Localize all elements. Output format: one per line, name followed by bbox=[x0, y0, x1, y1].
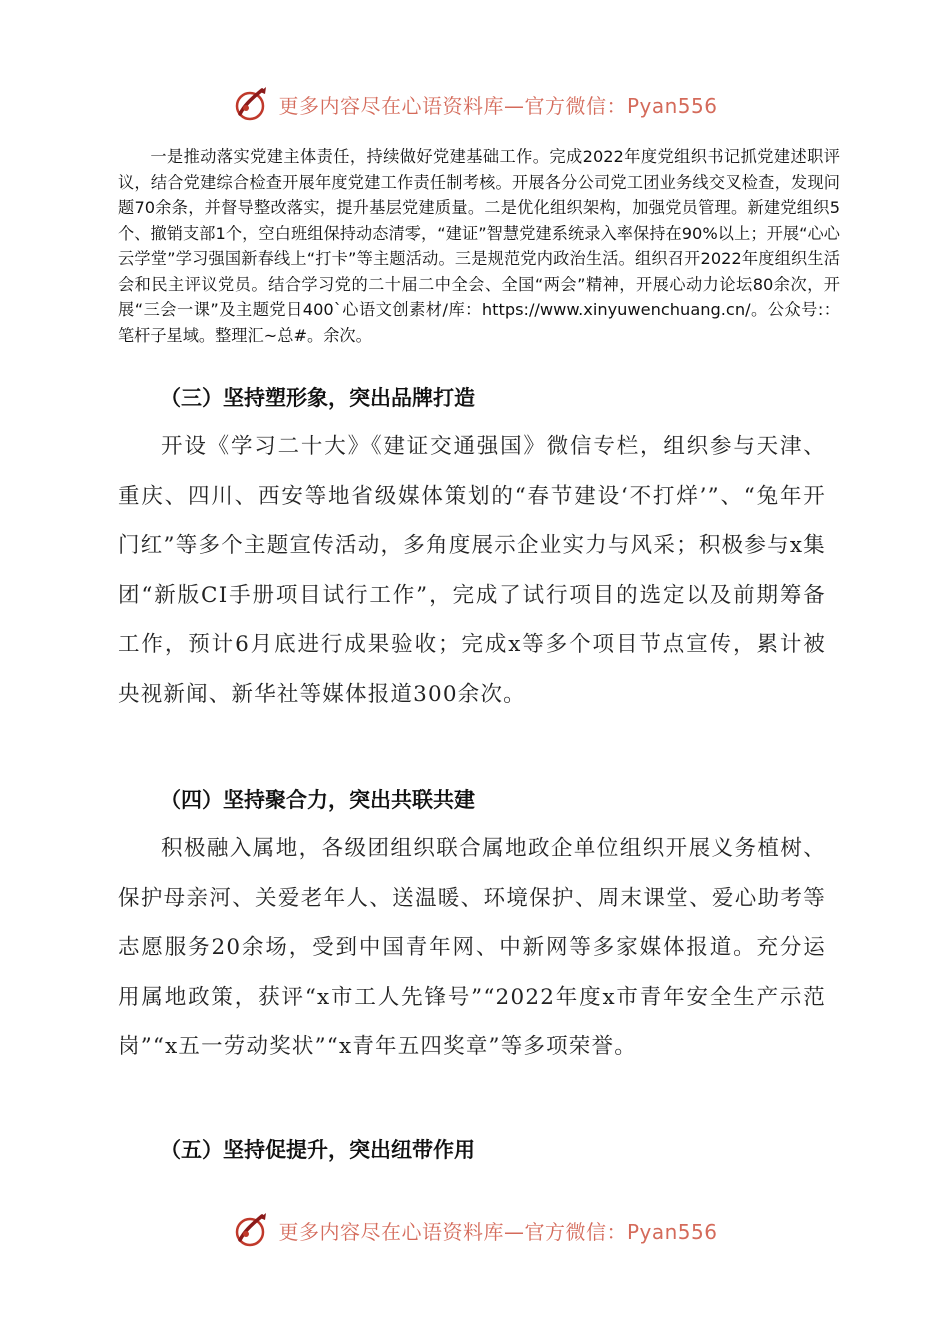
header-banner[interactable] bbox=[0, 84, 950, 124]
banner-text: 更多内容尽在心语资料库—官方微信：Pyan556 bbox=[278, 1219, 718, 1244]
section-heading-5: （五）坚持促提升，突出纽带作用 bbox=[160, 1137, 475, 1162]
section-paragraph-4: 积极融入属地，各级团组织联合属地政企单位组织开展义务植树、保护母亲河、关爱老年人、送温暖、环境保护、周末课堂、爱心助考等志愿服务20余场，受到中国青年网、中新网等多家媒体报道。充分运用属地政策，获评“x市工人先锋号”“2022年度x市青年安全生产示范岗”“x五一劳动奖状”“x青年五四奖章”等多项荣誉。 bbox=[118, 836, 826, 1059]
section-heading-4: （四）坚持聚合力，突出共联共建 bbox=[160, 787, 475, 812]
section-paragraph-3: 开设《学习二十大》《建证交通强国》微信专栏，组织参与天津、重庆、四川、西安等地省级媒体策划的“春节建设‘不打烊’”、“兔年开门红”等多个主题宣传活动，多角度展示企业实力与风采；积极参与x集团“新版CI手册项目试行工作”，完成了试行项目的选定以及前期筹备工作，预计6月底进行成果验收；完成x等多个项目节点宣传，累计被央视新闻、新华社等媒体报道300余次。 bbox=[118, 434, 826, 707]
section-heading-3: （三）坚持塑形象，突出品牌打造 bbox=[160, 385, 475, 410]
pen-logo-icon bbox=[232, 1210, 272, 1250]
banner-text: 更多内容尽在心语资料库—官方微信：Pyan556 bbox=[278, 93, 718, 118]
dense-paragraph: 一是推动落实党建主体责任，持续做好党建基础工作。完成2022年度党组织书记抓党建述职评议，结合党建综合检查开展年度党建工作责任制考核。开展各分公司党工团业务线交叉检查，发现问题70余条，并督导整改落实，提升基层党建质量。二是优化组织架构，加强党员管理。新建党组织5个、撤销支部1个，空白班组保持动态清零，“建证”智慧党建系统录入率保持在90%以上；开展“心心云学堂”学习强国新春线上“打卡”等主题活动。三是规范党内政治生活。组织召开2022年度组织生活会和民主评议党员。结合学习党的二十届二中全会、全国“两会”精神，开展心动力论坛80余次，开展“三会一课”及主题党日400`心语文创素材/库：https://www.xinyuwenchuang.cn/。公众号:：笔杆子星域。整理汇~总#。余次。 bbox=[118, 147, 840, 345]
pen-logo-icon bbox=[232, 84, 272, 124]
footer-banner[interactable] bbox=[0, 1210, 950, 1250]
